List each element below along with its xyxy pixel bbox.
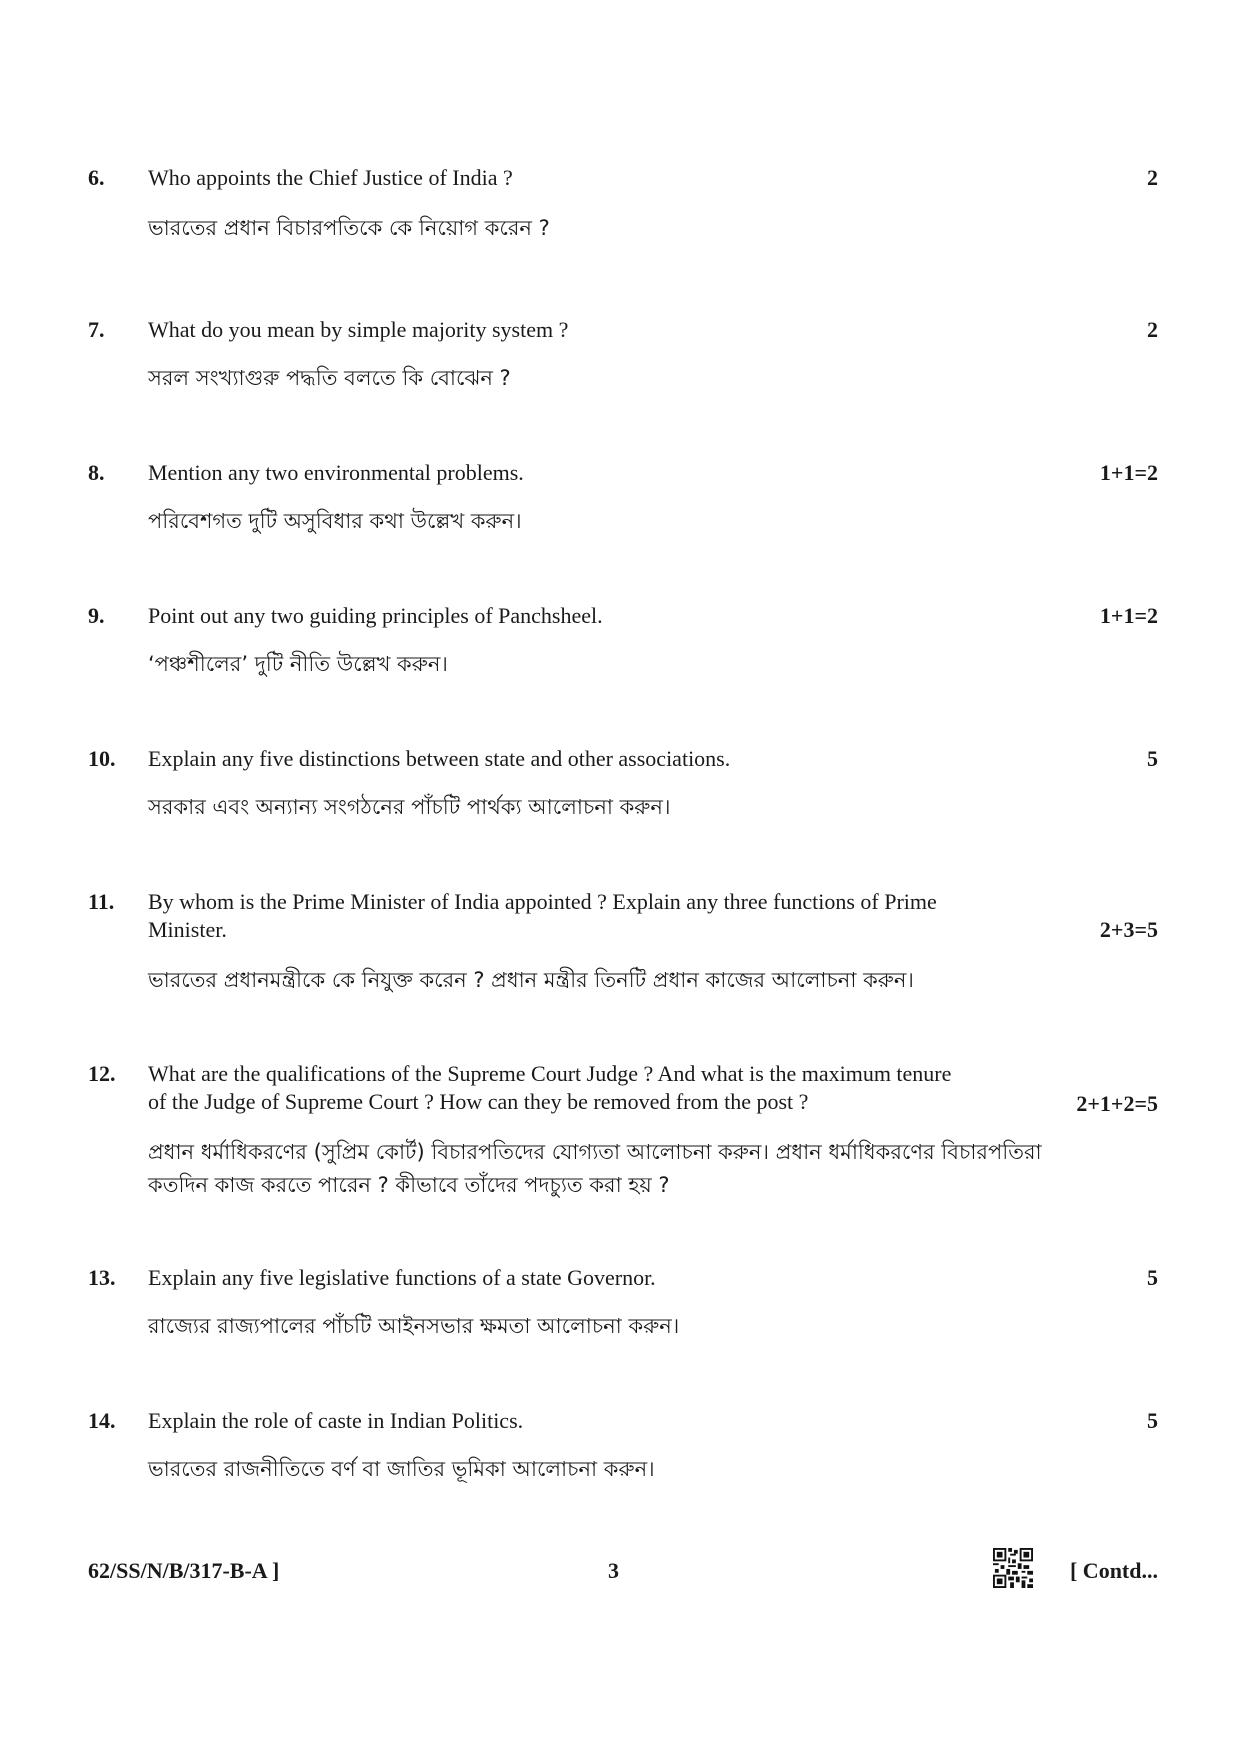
- question-text-bengali: পরিবেশগত দুটি অসুবিধার কথা উল্লেখ করুন।: [148, 509, 522, 533]
- question-text-english: What do you mean by simple majority system ?: [148, 317, 569, 342]
- question-number: 12.: [88, 1061, 116, 1086]
- question-number: 10.: [88, 746, 116, 771]
- question-marks: 2: [1147, 317, 1158, 342]
- continued-label: [ Contd...: [1069, 1558, 1158, 1583]
- question-marks: 2+3=5: [1099, 917, 1158, 942]
- qr-code-icon: [993, 1548, 1033, 1588]
- question-text-bengali: সরকার এবং অন্যান্য সংগঠনের পাঁচটি পার্থক্য আলোচনা করুন।: [148, 795, 671, 819]
- page-number: 3: [608, 1558, 619, 1583]
- question-text-english: Explain any five legislative functions of a state Governor.: [148, 1265, 656, 1290]
- question-text-bengali-line2: কতদিন কাজ করতে পারেন ? কীভাবে তাঁদের পদচ্যুত করা হয় ?: [148, 1173, 670, 1197]
- question-text-bengali: রাজ্যের রাজ্যপালের পাঁচটি আইনসভার ক্ষমতা আলোচনা করুন।: [148, 1314, 680, 1338]
- question-text-bengali: ‘পঞ্চশীলের’ দুটি নীতি উল্লেখ করুন।: [148, 652, 448, 676]
- question-marks: 2: [1147, 165, 1158, 190]
- question-text-bengali: ভারতের প্রধানমন্ত্রীকে কে নিযুক্ত করেন ? প্রধান মন্ত্রীর তিনটি প্রধান কাজের আলোচনা করুন।: [148, 968, 914, 992]
- question-number: 7.: [88, 317, 105, 342]
- question-text-english-line2: of the Judge of Supreme Court ? How can they be removed from the post ?: [148, 1089, 809, 1114]
- paper-code: 62/SS/N/B/317-B-A ]: [88, 1558, 280, 1583]
- question-text-bengali: সরল সংখ্যাগুরু পদ্ধতি বলতে কি বোঝেন ?: [148, 366, 511, 390]
- question-text-english: Point out any two guiding principles of Panchsheel.: [148, 603, 603, 628]
- question-text-bengali-line1: প্রধান ধর্মাধিকরণের (সুপ্রিম কোর্ট) বিচারপতিদের যোগ্যতা আলোচনা করুন। প্রধান ধর্মাধিকরণের বিচারপতিরা: [148, 1140, 1042, 1164]
- question-text-english: Explain the role of caste in Indian Politics.: [148, 1408, 524, 1433]
- question-marks: 2+1+2=5: [1076, 1091, 1158, 1116]
- question-text-english-line1: By whom is the Prime Minister of India appointed ? Explain any three functions of Prime: [148, 889, 937, 914]
- question-text-english-line1: What are the qualifications of the Supreme Court Judge ? And what is the maximum tenure: [148, 1061, 952, 1086]
- question-marks: 5: [1147, 1408, 1158, 1433]
- question-text-english-line2: Minister.: [148, 917, 227, 942]
- question-marks: 5: [1147, 746, 1158, 771]
- page-footer: [0, 1558, 1240, 1598]
- question-number: 14.: [88, 1408, 116, 1433]
- question-text-bengali: ভারতের প্রধান বিচারপতিকে কে নিয়োগ করেন ?: [148, 216, 550, 240]
- question-text-english: Mention any two environmental problems.: [148, 460, 524, 485]
- question-marks: 1+1=2: [1099, 603, 1158, 628]
- question-number: 9.: [88, 603, 105, 628]
- question-marks: 5: [1147, 1265, 1158, 1290]
- question-text-bengali: ভারতের রাজনীতিতে বর্ণ বা জাতির ভূমিকা আলোচনা করুন।: [148, 1457, 655, 1481]
- question-number: 11.: [88, 889, 115, 914]
- question-marks: 1+1=2: [1099, 460, 1158, 485]
- question-number: 13.: [88, 1265, 116, 1290]
- question-number: 8.: [88, 460, 105, 485]
- question-number: 6.: [88, 165, 105, 190]
- question-text-english: Who appoints the Chief Justice of India ?: [148, 165, 513, 190]
- question-text-english: Explain any five distinctions between state and other associations.: [148, 746, 731, 771]
